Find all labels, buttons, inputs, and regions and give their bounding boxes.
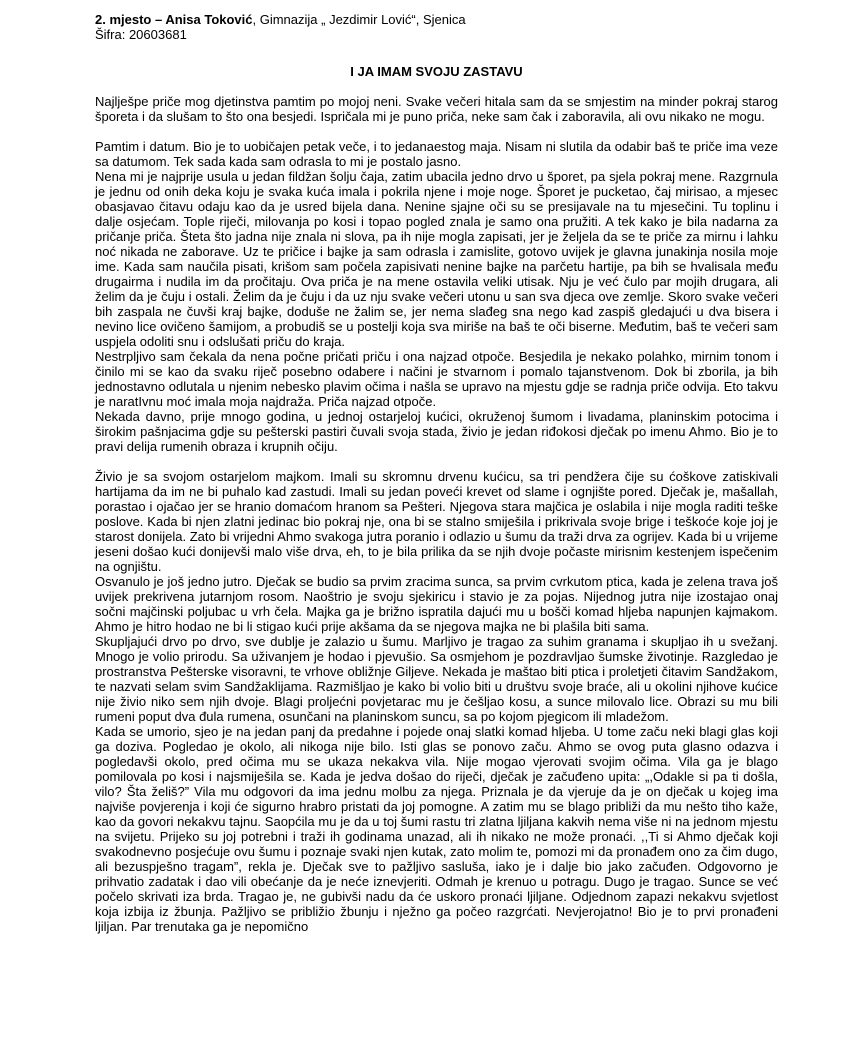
paragraph: Nekada davno, prije mnogo godina, u jednoj ostarjeloj kućici, okruženoj šumom i livadama, planinskim potocima i širokim pašnjacima gdje su pešterski pastiri čuvali svoja stada, živio je jedan riđokosi dječak po imenu Ahmo. Bio je to pravi delija rumenih obraza i krupnih očiju. xyxy=(95,409,778,454)
paragraph: Osvanulo je još jedno jutro. Dječak se budio sa prvim zracima sunca, sa prvim cvrkutom ptica, kada je zelena trava još uvijek prekrivena jutarnjom rosom. Naoštrio je svoju sjekiricu i stavio je za pojas. Nijednog jutra nije izostajao onaj sočni majčinski poljubac u vrh čela. Majka ga je brižno ispratila dajući mu u bošči komad hljeba napunjen kajmakom. Ahmo je hitro hodao ne bi li stigao kući prije akšama da se njegova majka ne bi plašila biti sama. xyxy=(95,574,778,634)
paragraph: Skupljajući drvo po drvo, sve dublje je zalazio u šumu. Marljivo je tragao za suhim granama i skupljao ih u svežanj. Mnogo je volio prirodu. Sa uživanjem je hodao i pjevušio. Sa osmjehom je pozdravljao šumske životinje. Razgledao je prostranstva Pešterske visoravni, te vrhove obližnje Giljeve. Nekada je maštao biti ptica i proletjeti čitavim Sandžakom, te nazvati selam svim Sandžakliјama. Razmišljao je kako bi volio biti u društvu svoje braće, ali u okolini njihove kućice nije živio niko sem njih dvoje. Blagi proljećni povjetarac mu je češljao kosu, a sunce milovalo lice. Obrazi su mu bili rumeni poput dva đula rumena, osunčani na planinskom suncu, sa po kojom pjegicom ili mladežom. xyxy=(95,634,778,724)
paragraph-gap xyxy=(95,454,778,469)
paragraph: Pamtim i datum. Bio je to uobičajen petak veče, i to jedanaestog maja. Nisam ni slutila da odabir baš te priče ima veze sa datumom. Tek sada kada sam odrasla to mi je postalo jasno. xyxy=(95,139,778,169)
paragraph: Nestrpljivo sam čekala da nena počne pričati priču i ona najzad otpoče. Besjedila je nekako polahko, mirnim tonom i činilo mi se kao da svaku riječ posebno odabere i načini je stvarnom i pomalo tajanstvenom. Dok bi zborila, ja bih jednostavno odlutala u njenim nebesko plavim očima i našla se upravo na mjestu gdje se radnja priče odvija. Eto takvu je naratIvnu moć imala moja najdraža. Priča najzad otpoče. xyxy=(95,349,778,409)
story-title: I JA IMAM SVOJU ZASTAVU xyxy=(350,64,523,79)
paragraph-intro: Najlješpe priče mog djetinstva pamtim po mojoj neni. Svake večeri hitala sam da se smjestim na minder pokraj starog šporeta i da slušam to što ona besjedi. Ispričala mi je puno priča, neke sam čak i zaboravila, ali ovu nikako ne mogu. xyxy=(95,94,778,124)
paragraph: Živio je sa svojom ostarjelom majkom. Imali su skromnu drvenu kućicu, sa tri pendžera čije su ćoškove zatiskivali hartijama da im ne bi puhalo kad zastudi. Imali su jedan poveći krevet od slame i ognjište pored. Dječak je, mašallah, porastao i ojačao jer se hranio domaćom hranom sa Pešteri. Njegova stara majčica je oslabila i nije mogla raditi teške poslove. Kada bi njen zlatni jedinac bio pokraj nje, ona bi se stalno smiješila i prikrivala svoje brige i teškoće koje joj je starost donijela. Zato bi vrijedni Ahmo svakoga jutra poranio i odlazio u šumu da traži drva za ogrijev. Kada bi u vrijeme jeseni došao kući donijevši malo više drva, eh, to je bila prilika da se njih dvoje počaste mirisnim kestenjem ispečenim na ognjištu. xyxy=(95,469,778,574)
code-line: Šifra: 20603681 xyxy=(95,27,187,42)
school-name: , Gimnazija „ Jezdimir Lović“, Sjenica xyxy=(252,12,466,27)
paragraph-gap xyxy=(95,124,778,139)
author-line xyxy=(95,12,778,27)
paragraph: Kada se umorio, sjeo je na jedan panj da predahne i pojede onaj slatki komad hljeba. U tome začu neki blagi glas koji ga doziva. Pogledao je okolo, ali nikoga nije bilo. Isti glas se ponovo začu. Ahmo se ovog puta glasno odazva i pogledavši okolo, pred očima mu se ukaza nekakva vila. Nije mogao vjerovati svojim očima. Vila ga je blago pomilovala po kosi i najsmiješila se. Kada je jedva došao do riječi, dječak je začuđeno upita: „,Odakle si pa ti došla, vilo? Šta želiš?” Vila mu odgovori da ima jednu molbu za njega. Priznala je da vjeruje da je on dječak u kojeg ima najviše povjerenja i koji će sigurno hrabro pristati da joj pomogne. A zatim mu se blago približi da mu nešto tiho kaže, kao da govori nekakvu tajnu. Saopćila mu je da u toj šumi rastu tri zlatna ljiljana kakvih nema više ni na jednom mjestu na svijetu. Prijeko su joj potrebni i traži ih godinama unazad, ali ih nikako ne može pronaći. ,,Ti si Ahmo dječak koji svakodnevno posjećuje ovu šumu i poznaje svaki njen kutak, zato molim te, pomozi mi da pronađem ono za čim dugo, ali bezuspješno tragam”, rekla je. Dječak sve to pažljivo sasluša, iako je i dalje bio jako začuđen. Odgovorno je prihvatio zadatak i dao vili obećanje da je neće iznevjeriti. Odmah je krenuo u potragu. Dugo je tragao. Sunce se već počelo skrivati iza brda. Tragao je, ne gubivši nadu da će uskoro pronaći ljiljane. Odjednom zapazi nekakvu svjetlost koja izbija iz žbunja. Pažljivo se približio žbunju i nježno ga počeo razgrćati. Nevjerojatno! Bio je to prvi pronađeni ljiljan. Par trenutaka ga je nepomično xyxy=(95,724,778,934)
document-page xyxy=(95,12,778,934)
award-place: 2. mjesto – Anisa Toković xyxy=(95,12,253,27)
paragraph: Nena mi je najprije usula u jedan fildžan šolju čaja, zatim ubacila jedno drvo u šporet, pa sjela pokraj mene. Razgrnula je jednu od onih deka koju je svaka kuća imala i pokrila njene i moje noge. Šporet je pucketao, čaj mirisao, a mjesec obasjavao čitavu odaju kao da je usred bijela dana. Nenine sjajne oči su se presijavale na tu mjesečini. Tu toplinu i dalje osjećam. Tople riječi, milovanja po kosi i topao pogled znala je samo ona pružiti. A tek kako je bila nadarna za pričanje priča. Šteta što jadna nije znala ni slova, pa ih nije mogla zapisati, jer je željela da se te priče za mirnu i lahku noć nikada ne zaborave. Uz te pričice i bajke ja sam odrasla i zamislite, gotovo uvijek je glavna junakinja nosila moje ime. Kada sam naučila pisati, krišom sam počela zapisivati nenine bajke na parčetu hartije, pa bih se hvalisala među drugairma i nudila im da pročitaju. Ova priča je na mene ostavila veliki utisak. Nju je već čulo par mojih drugara, ali želim da je čuju i ostali. Želim da je čuju i da uz nju svake večeri utonu u san sva djeca ove zemlje. Skoro svake večeri bih zaspala ne čuvši kraj bajke, doduše ne žalim se, jer nema slađeg sna nego kad zaspiš gledajući u dva bisera i nevino lice ovičeno šamijom, a probudiš se u postelji koja sva miriše na baš te oči biserne. Međutim, baš te večeri sam uspjela odoliti snu i odslušati priču do kraja. xyxy=(95,169,778,349)
